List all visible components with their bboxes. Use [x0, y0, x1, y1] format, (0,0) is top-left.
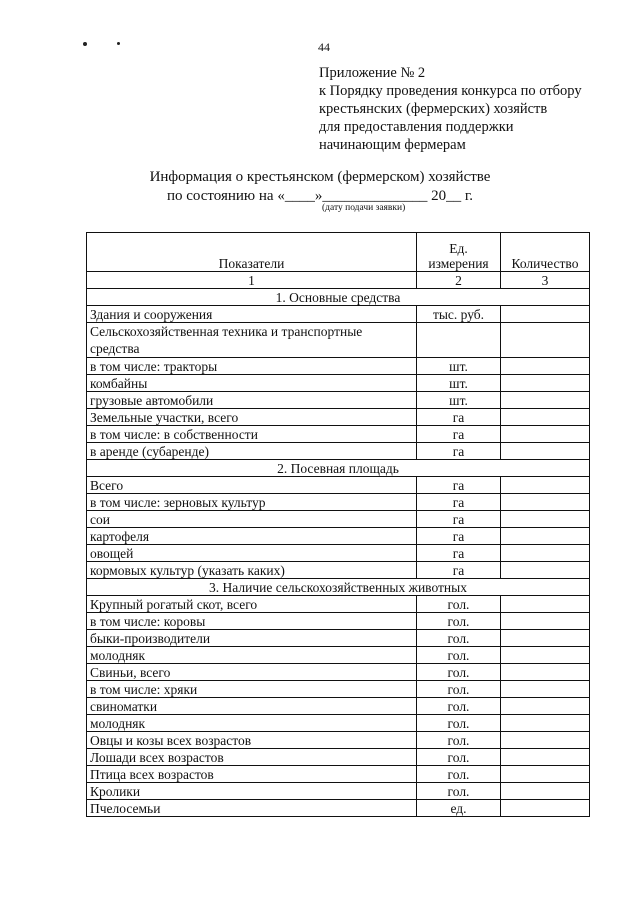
table-row	[87, 323, 590, 358]
indicator-cell: Пчелосемьи	[87, 800, 417, 817]
table-row	[87, 783, 590, 800]
indicator-cell: кормовых культур (указать каких)	[87, 562, 417, 579]
year-prefix: 20	[427, 188, 447, 204]
table-row	[87, 766, 590, 783]
table-row	[87, 596, 590, 613]
quantity-input-cell[interactable]	[501, 528, 590, 545]
indicator-cell: в том числе: хряки	[87, 681, 417, 698]
indicator-cell: в том числе: коровы	[87, 613, 417, 630]
header-quantity: Количество	[501, 233, 590, 272]
header-unit: Ед. измерения	[417, 233, 501, 272]
section-title: 3. Наличие сельскохозяйственных животных	[87, 579, 590, 596]
unit-cell: га	[417, 562, 501, 579]
month-blank: ______________	[322, 188, 428, 204]
table-row	[87, 306, 590, 323]
unit-cell: га	[417, 528, 501, 545]
table-row	[87, 715, 590, 732]
column-number: 2	[417, 272, 501, 289]
date-prefix: по состоянию на «	[166, 188, 285, 204]
appendix-line: крестьянских (фермерских) хозяйств	[319, 101, 548, 117]
indicator-line: средства	[90, 341, 140, 356]
unit-cell: гол.	[417, 749, 501, 766]
unit-cell: гол.	[417, 715, 501, 732]
quantity-input-cell[interactable]	[501, 562, 590, 579]
table-row	[87, 511, 590, 528]
quantity-input-cell[interactable]	[501, 596, 590, 613]
table-row	[87, 749, 590, 766]
column-number-row	[87, 272, 590, 289]
table-row	[87, 358, 590, 375]
quantity-input-cell[interactable]	[501, 477, 590, 494]
date-suffix: г.	[461, 188, 474, 204]
quantity-input-cell[interactable]	[501, 630, 590, 647]
quantity-input-cell[interactable]	[501, 409, 590, 426]
unit-cell: гол.	[417, 698, 501, 715]
quantity-input-cell[interactable]	[501, 443, 590, 460]
quantity-input-cell[interactable]	[501, 323, 590, 358]
quantity-input-cell[interactable]	[501, 494, 590, 511]
unit-cell: шт.	[417, 358, 501, 375]
indicator-cell: комбайны	[87, 375, 417, 392]
column-number: 3	[501, 272, 590, 289]
appendix-block	[319, 64, 582, 154]
table-row	[87, 681, 590, 698]
indicator-cell	[87, 323, 417, 358]
quantity-input-cell[interactable]	[501, 647, 590, 664]
appendix-line: к Порядку проведения конкурса по отбору	[319, 83, 582, 99]
quantity-input-cell[interactable]	[501, 783, 590, 800]
farm-info-table	[86, 232, 590, 817]
quantity-input-cell[interactable]	[501, 800, 590, 817]
indicator-cell: быки-производители	[87, 630, 417, 647]
quantity-input-cell[interactable]	[501, 426, 590, 443]
table-row	[87, 800, 590, 817]
table-row	[87, 664, 590, 681]
table-row	[87, 443, 590, 460]
indicator-cell: в том числе: зерновых культур	[87, 494, 417, 511]
unit-cell: шт.	[417, 392, 501, 409]
unit-cell: гол.	[417, 647, 501, 664]
indicator-cell: в аренде (субаренде)	[87, 443, 417, 460]
quantity-input-cell[interactable]	[501, 358, 590, 375]
indicator-cell: грузовые автомобили	[87, 392, 417, 409]
document-title	[0, 168, 640, 206]
unit-cell: гол.	[417, 630, 501, 647]
indicator-cell: Всего	[87, 477, 417, 494]
table-row	[87, 630, 590, 647]
date-mid: »	[314, 188, 323, 204]
indicator-cell: Овцы и козы всех возрастов	[87, 732, 417, 749]
quantity-input-cell[interactable]	[501, 749, 590, 766]
unit-cell: га	[417, 426, 501, 443]
unit-cell: шт.	[417, 375, 501, 392]
unit-cell: гол.	[417, 783, 501, 800]
indicator-cell: овощей	[87, 545, 417, 562]
table-row	[87, 426, 590, 443]
date-hint: (дату подачи заявки)	[322, 203, 406, 213]
unit-cell: гол.	[417, 766, 501, 783]
unit-cell: гол.	[417, 596, 501, 613]
quantity-input-cell[interactable]	[501, 681, 590, 698]
unit-cell: гол.	[417, 681, 501, 698]
table-row	[87, 562, 590, 579]
quantity-input-cell[interactable]	[501, 698, 590, 715]
quantity-input-cell[interactable]	[501, 375, 590, 392]
unit-cell	[417, 323, 501, 358]
title-line: Информация о крестьянском (фермерском) хозяйстве	[149, 169, 491, 185]
section-title: 1. Основные средства	[87, 289, 590, 306]
indicator-cell: картофеля	[87, 528, 417, 545]
table-body	[87, 233, 590, 817]
table-row	[87, 647, 590, 664]
indicator-cell: свиноматки	[87, 698, 417, 715]
table-row	[87, 545, 590, 562]
section-title: 2. Посевная площадь	[87, 460, 590, 477]
day-blank: ____	[284, 188, 315, 204]
header-indicator: Показатели	[87, 233, 417, 272]
indicator-line: Сельскохозяйственная техника и транспортные	[90, 324, 363, 339]
table-header-row	[87, 233, 590, 272]
table-row	[87, 528, 590, 545]
unit-cell: ед.	[417, 800, 501, 817]
scan-mark-dot	[117, 42, 120, 45]
quantity-input-cell[interactable]	[501, 511, 590, 528]
table-row	[87, 732, 590, 749]
unit-cell: тыс. руб.	[417, 306, 501, 323]
appendix-line: Приложение № 2	[319, 65, 426, 81]
indicator-cell: молодняк	[87, 715, 417, 732]
indicator-cell: в том числе: тракторы	[87, 358, 417, 375]
appendix-line: начинающим фермерам	[319, 137, 466, 153]
unit-cell: га	[417, 443, 501, 460]
table-row	[87, 494, 590, 511]
indicator-cell: сои	[87, 511, 417, 528]
indicator-cell: Земельные участки, всего	[87, 409, 417, 426]
quantity-input-cell[interactable]	[501, 545, 590, 562]
table-row	[87, 613, 590, 630]
unit-cell: га	[417, 494, 501, 511]
quantity-input-cell[interactable]	[501, 392, 590, 409]
scan-mark-dot	[83, 42, 87, 46]
quantity-input-cell[interactable]	[501, 613, 590, 630]
unit-cell: гол.	[417, 664, 501, 681]
table-row	[87, 409, 590, 426]
indicator-cell: Лошади всех возрастов	[87, 749, 417, 766]
indicator-cell: молодняк	[87, 647, 417, 664]
column-number: 1	[87, 272, 417, 289]
unit-cell: га	[417, 409, 501, 426]
unit-cell: га	[417, 545, 501, 562]
indicator-cell: Здания и сооружения	[87, 306, 417, 323]
indicator-cell: Птица всех возрастов	[87, 766, 417, 783]
year-blank: __	[446, 188, 462, 204]
appendix-line: для предоставления поддержки	[319, 119, 514, 135]
indicator-cell: Крупный рогатый скот, всего	[87, 596, 417, 613]
section-row	[87, 579, 590, 596]
table-row	[87, 392, 590, 409]
page-number: 44	[318, 40, 330, 54]
section-row	[87, 289, 590, 306]
table-row	[87, 375, 590, 392]
quantity-input-cell[interactable]	[501, 766, 590, 783]
date-line	[0, 187, 640, 206]
unit-cell: гол.	[417, 732, 501, 749]
table-row	[87, 698, 590, 715]
quantity-input-cell[interactable]	[501, 664, 590, 681]
quantity-input-cell[interactable]	[501, 732, 590, 749]
unit-cell: га	[417, 511, 501, 528]
quantity-input-cell[interactable]	[501, 306, 590, 323]
section-row	[87, 460, 590, 477]
table-row	[87, 477, 590, 494]
quantity-input-cell[interactable]	[501, 715, 590, 732]
indicator-cell: Свиньи, всего	[87, 664, 417, 681]
unit-cell: гол.	[417, 613, 501, 630]
unit-cell: га	[417, 477, 501, 494]
indicator-cell: Кролики	[87, 783, 417, 800]
indicator-cell: в том числе: в собственности	[87, 426, 417, 443]
